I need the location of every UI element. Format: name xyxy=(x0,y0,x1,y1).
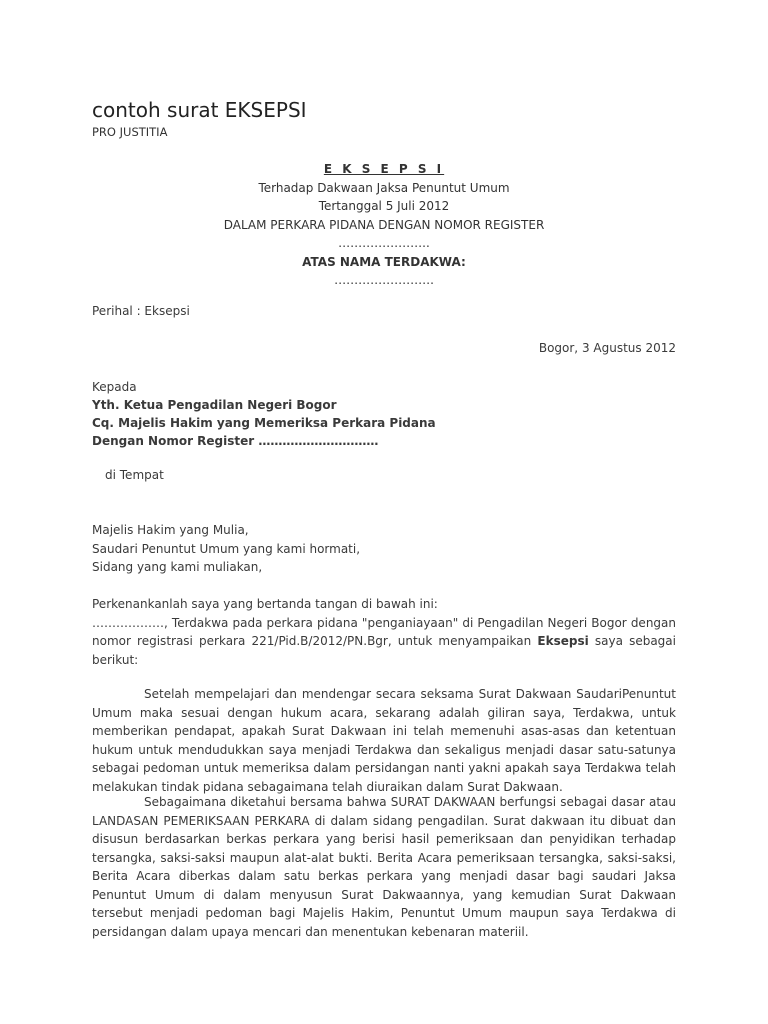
document-title: contoh surat EKSEPSI xyxy=(92,98,307,122)
recipient-block xyxy=(92,378,436,450)
heading-line-2: Tertanggal 5 Juli 2012 xyxy=(318,199,450,213)
intro-line-1: Perkenankanlah saya yang bertanda tangan di bawah ini: xyxy=(92,597,438,611)
eksepsi-heading: E K S E P S I xyxy=(323,162,445,176)
intro-block xyxy=(92,595,676,669)
intro-line-4: berikut: xyxy=(92,652,139,667)
intro-line-3 xyxy=(92,632,676,651)
heading-block xyxy=(92,160,676,290)
salutation-line-2: Saudari Penuntut Umum yang kami hormati, xyxy=(92,541,361,556)
heading-line-6: ……………………. xyxy=(334,273,434,287)
recipient-line-2: Cq. Majelis Hakim yang Memeriksa Perkara Pidana xyxy=(92,416,436,430)
recipient-line-3: Dengan Nomor Register ………………………… xyxy=(92,434,379,448)
di-tempat: di Tempat xyxy=(105,468,164,482)
salutation-line-3: Sidang yang kami muliakan, xyxy=(92,560,263,574)
intro-line-2: ………………, Terdakwa pada perkara pidana "penganiayaan" di Pengadilan Negeri Bogor dengan xyxy=(92,615,676,630)
heading-line-1: Terhadap Dakwaan Jaksa Penuntut Umum xyxy=(258,180,510,195)
salutation-line-1: Majelis Hakim yang Mulia, xyxy=(92,523,249,537)
recipient-line-1: Yth. Ketua Pengadilan Negeri Bogor xyxy=(92,398,337,412)
heading-line-5: ATAS NAMA TERDAKWA: xyxy=(302,254,466,269)
letter-date: Bogor, 3 Agustus 2012 xyxy=(538,341,676,355)
recipient-kepada: Kepada xyxy=(92,380,137,394)
intro-line-3-end: saya sebagai xyxy=(594,634,676,648)
heading-line-4: ………………….. xyxy=(338,236,430,250)
document-subtitle: PRO JUSTITIA xyxy=(92,125,168,139)
paragraph-1: Setelah mempelajari dan mendengar secara seksama Surat Dakwaan SaudariPenuntut Umum maka sesuai dengan hukum acara, sekarang adalah giliran saya, Terdakwa, untuk memberikan pendapat, apakah Surat Dakwaan ini telah memenuhi asas-asas dan ketentuan hukum untuk mendudukkan saya menjadi Terdakwa dan sekaligus menjadi dasar satu-satunya sebagai pedoman untuk memeriksa dalam persidangan nanti yakni apakah saya Terdakwa telah melakukan tindak pidana sebagaimana telah diuraikan dalam Surat Dakwaan. xyxy=(92,687,676,794)
intro-line-3-start: nomor registrasi perkara 221/Pid.B/2012/PN.Bgr, untuk menyampaikan xyxy=(92,634,532,648)
intro-eksepsi-bold: Eksepsi xyxy=(537,634,589,648)
paragraph-2: Sebagaimana diketahui bersama bahwa SURAT DAKWAAN berfungsi sebagai dasar atau LANDASAN PEMERIKSAAN PERKARA di dalam sidang pengadilan. Surat dakwaan itu dibuat dan disusun berdasarkan berkas perkara yang berisi hasil pemeriksaan dan penyidikan terhadap tersangka, saksi-saksi maupun alat-alat bukti. Berita Acara pemeriksaan tersangka, saksi-saksi, Berita Acara diberkas dalam satu berkas perkara yang menjadi dasar bagi saudari Jaksa Penuntut Umum di dalam menyusun Surat Dakwaannya, yang kemudian Surat Dakwaan tersebut menjadi pedoman bagi Majelis Hakim, Penuntut Umum maupun saya Terdakwa di persidangan dalam upaya mencari dan menentukan kebenaran materiil. xyxy=(92,795,676,939)
perihal: Perihal : Eksepsi xyxy=(92,304,190,318)
heading-line-3: DALAM PERKARA PIDANA DENGAN NOMOR REGISTER xyxy=(223,217,545,232)
salutation-block xyxy=(92,521,360,577)
